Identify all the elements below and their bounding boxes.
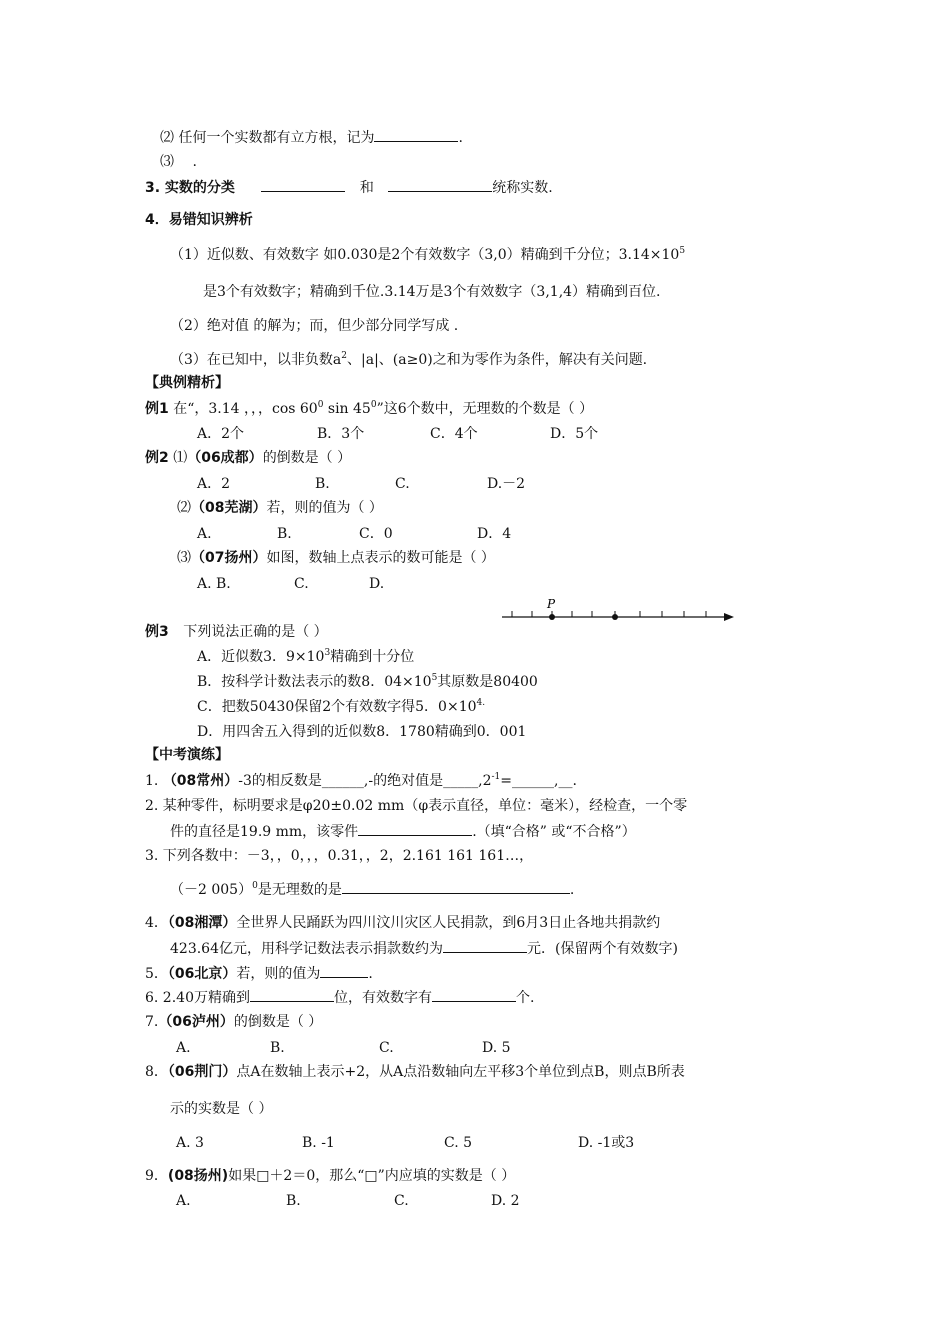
practice-q3-line-2 <box>170 880 574 899</box>
point-p-dot <box>549 614 555 620</box>
item-number: 8． <box>145 1064 168 1080</box>
exponent: 0 <box>252 881 258 891</box>
item-number: 7. <box>145 1014 159 1030</box>
item-text: 任何一个实数都有立方根，记为 <box>178 130 375 146</box>
practice-q9 <box>145 1167 515 1185</box>
practice-q1 <box>145 772 577 790</box>
section-title: 3. 实数的分类 <box>145 180 235 196</box>
example-2-q3 <box>177 549 495 567</box>
option-c: C. <box>394 1193 409 1209</box>
exponent: 0 <box>370 400 377 410</box>
answer-blank <box>388 178 492 192</box>
question-text: 如果□＋2＝0，那么“□”内应填的实数是（ ） <box>228 1168 516 1184</box>
practice-q2-line-1: 2. 某种零件，标明要求是φ20±0.02 mm（φ表示直径，单位：毫米），经检查，一个零 <box>145 798 688 814</box>
section-3 <box>145 178 553 197</box>
option-d: D. -1或3 <box>578 1135 635 1151</box>
intro-line-3 <box>160 153 197 171</box>
question-text: =______,__. <box>500 773 577 789</box>
example-2-q2 <box>177 499 383 517</box>
question-text: 6. 2.40万精确到 <box>145 990 250 1006</box>
exponent: -1 <box>491 772 501 782</box>
section-4-title: 4．易错知识辨析 <box>145 212 253 228</box>
option-d: D．5个 <box>550 426 599 442</box>
question-text: -3的相反数是______,-的绝对值是_____,2 <box>238 773 492 789</box>
option-a: A. 3 <box>176 1135 204 1151</box>
practice-q8-options <box>176 1134 634 1152</box>
source-tag: （08湘潭） <box>167 915 237 931</box>
option-d: D. 2 <box>491 1193 520 1209</box>
exponent: 3 <box>324 648 331 658</box>
question-text: 若，则的值为 <box>236 966 321 982</box>
source-tag: （08芜湖） <box>191 500 267 516</box>
section-tail: 统称实数. <box>492 180 553 196</box>
item-number: 4． <box>145 915 168 931</box>
point-text: 、|a|、(a≥0)之和为零作为条件，解决有关问题. <box>347 352 648 368</box>
point-p-label: P <box>547 597 556 611</box>
practice-q4-line-2 <box>170 939 678 958</box>
s4-point-2: （2）绝对值 的解为；而，但少部分同学写成 . <box>170 318 459 334</box>
question-text: .（填“合格” 或“不合格”） <box>472 824 636 840</box>
option-c: C. <box>379 1040 394 1056</box>
question-text: 如图，数轴上点表示的数可能是（ ） <box>266 550 495 566</box>
option-d: D. <box>369 576 385 592</box>
example-3-option-b <box>197 673 538 691</box>
answer-blank <box>443 939 527 953</box>
example-label: 例2 <box>145 450 169 466</box>
question-text: 的倒数是（ ） <box>262 450 352 466</box>
source-tag: （07扬州） <box>191 550 267 566</box>
option-c: C. <box>294 576 309 592</box>
example-1 <box>145 400 593 418</box>
source-tag: （06北京） <box>167 966 237 982</box>
option-ab: A. B. <box>197 576 231 592</box>
question-text: . <box>368 966 373 982</box>
option-text: 精确到十分位 <box>330 649 415 665</box>
example-2-q2-options <box>197 525 511 543</box>
option-a: A．2 <box>197 476 231 492</box>
typical-examples-heading: 【典例精析】 <box>145 375 229 391</box>
example-text: ”这6个数中，无理数的个数是（ ） <box>376 401 594 417</box>
option-text: C．把数50430保留2个有效数字得5．0×10 <box>197 699 477 715</box>
source-tag: （06泸州） <box>158 1014 234 1030</box>
answer-blank <box>342 880 570 894</box>
option-b: B. <box>270 1040 285 1056</box>
number-line-figure <box>500 596 740 626</box>
example-text: 在“，3.14 ，，，cos 60 <box>173 401 318 417</box>
exponent: 4. <box>476 698 486 708</box>
item-number: ⑵ <box>177 500 191 516</box>
example-3-option-d: D．用四舍五入得到的近似数8．1780精确到0．001 <box>197 724 527 740</box>
option-a: A. <box>176 1040 191 1056</box>
question-text: 的倒数是（ ） <box>233 1014 323 1030</box>
practice-q6 <box>145 988 534 1007</box>
question-text: 位，有效数字有 <box>333 990 432 1006</box>
intro-line-2: ⑵ 任何一个实数都有立方根，记为 . <box>160 130 463 146</box>
exponent: 5 <box>431 673 438 683</box>
question-text: 全世界人民踊跃为四川汶川灾区人民捐款，到6月3日止各地共捐款约 <box>236 915 661 931</box>
question-text: 个. <box>515 990 535 1006</box>
option-a: A．2个 <box>197 426 245 442</box>
option-c: C．4个 <box>430 426 478 442</box>
item-number: ⑵ <box>160 130 174 146</box>
source-tag: （06成都） <box>187 450 263 466</box>
option-c: C．0 <box>359 526 393 542</box>
answer-blank <box>250 988 334 1002</box>
option-d: D.－2 <box>487 476 526 492</box>
practice-q8-line-1 <box>145 1063 685 1081</box>
s4-point-1b: 是3个有效数字；精确到千位.3.14万是3个有效数字（3,1,4）精确到百位. <box>203 284 661 300</box>
s4-point-1a <box>170 246 685 264</box>
question-text: 是无理数的是 <box>257 882 342 898</box>
option-c: C. <box>395 476 410 492</box>
point-text: （3）在已知中，以非负数a <box>170 352 342 368</box>
answer-blank <box>320 964 368 978</box>
example-2-q3-options <box>197 575 384 593</box>
answer-blank <box>261 178 345 192</box>
option-b: B. -1 <box>302 1135 335 1151</box>
practice-q7-options <box>176 1039 511 1057</box>
example-text: sin 45 <box>323 401 371 417</box>
option-d: D. 5 <box>482 1040 511 1056</box>
exponent: 2 <box>341 351 347 361</box>
point-text: （1）近似数、有效数字 如0.030是2个有效数字（3,0）精确到千分位；3.14×10 <box>170 247 680 263</box>
exponent: 5 <box>679 246 686 256</box>
question-text: 元．(保留两个有效数字) <box>527 941 678 957</box>
connector-text: 和 <box>359 180 374 196</box>
option-text: 其原数是80400 <box>437 674 538 690</box>
option-b: B. <box>315 476 330 492</box>
exponent: 0 <box>317 400 324 410</box>
option-a: A. <box>176 1193 191 1209</box>
source-tag: （06荆门） <box>167 1064 237 1080</box>
source-tag: (08扬州) <box>167 1168 229 1184</box>
practice-q7 <box>145 1013 322 1031</box>
answer-blank <box>358 822 472 836</box>
example-3-option-a <box>197 648 414 666</box>
example-3 <box>145 623 328 641</box>
example-3-option-c <box>197 698 485 716</box>
example-1-options <box>197 425 598 443</box>
item-number: ⑶ <box>177 550 191 566</box>
example-label: 例1 <box>145 401 169 417</box>
practice-q8-line-2: 示的实数是（ ） <box>170 1101 273 1117</box>
option-b: B. <box>286 1193 301 1209</box>
item-number: 5． <box>145 966 168 982</box>
source-tag: （08常州） <box>162 773 239 789</box>
item-number: 1. <box>145 773 163 789</box>
practice-q4-line-1 <box>145 914 660 932</box>
example-2-q1-options <box>197 475 525 493</box>
practice-q2-line-2 <box>170 822 636 841</box>
option-text: B．按科学计数法表示的数8．04×10 <box>197 674 432 690</box>
question-text: （－2 005） <box>170 882 253 898</box>
arrow-head-icon <box>724 613 734 621</box>
item-text: . <box>192 154 197 170</box>
question-text: 423.64亿元，用科学记数法表示捐款数约为 <box>170 941 443 957</box>
practice-heading: 【中考演练】 <box>145 747 229 763</box>
option-a: A. <box>197 526 212 542</box>
example-label: 例3 <box>145 624 169 640</box>
practice-q5 <box>145 964 373 983</box>
item-number: ⑶ <box>160 154 174 170</box>
practice-q3-line-1: 3. 下列各数中：－3，，0，，，0.31，，2，2.161 161 161…， <box>145 848 534 864</box>
answer-blank <box>374 128 458 142</box>
tick-marks <box>512 611 706 617</box>
question-text: 点A在数轴上表示+2，从A点沿数轴向左平移3个单位到点B，则点B所表 <box>236 1064 685 1080</box>
answer-blank <box>432 988 516 1002</box>
practice-q9-options <box>176 1192 520 1210</box>
item-number: 9． <box>145 1168 168 1184</box>
option-b: B．3个 <box>317 426 365 442</box>
option-text: A．近似数3．9×10 <box>197 649 325 665</box>
item-number: ⑴ <box>173 450 188 466</box>
example-2-q1 <box>145 449 351 467</box>
s4-point-3 <box>170 351 647 369</box>
question-text: 件的直径是19.9 mm，该零件 <box>170 824 359 840</box>
question-text: . <box>569 882 575 898</box>
question-text: 下列说法正确的是（ ） <box>183 624 328 640</box>
origin-dot <box>612 614 618 620</box>
question-text: 若，则的值为（ ） <box>266 500 383 516</box>
option-c: C. 5 <box>444 1135 473 1151</box>
option-d: D．4 <box>477 526 512 542</box>
option-b: B. <box>277 526 292 542</box>
